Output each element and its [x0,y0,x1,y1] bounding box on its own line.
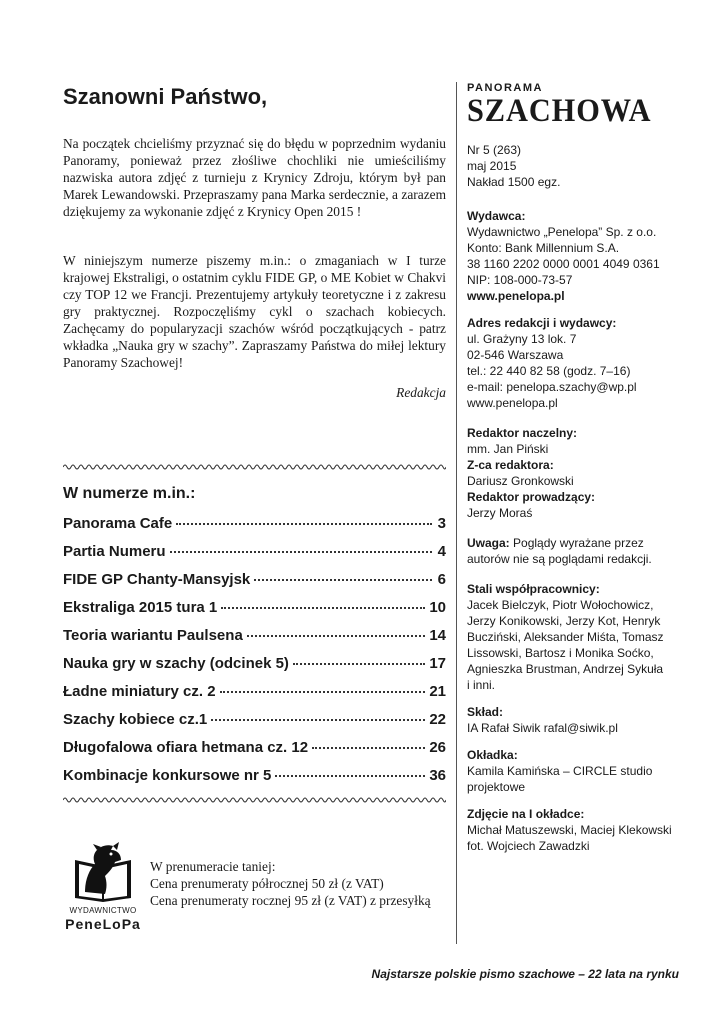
letter-paragraph-1: Na początek chcieliśmy przyznać się do błędu w poprzednim wydaniu Panoramy, ponieważ przez złośliwe chochliki nie umieściliśmy nazwiska autora zdjęć z turnieju z Krynicy Zdroju, którym był pan Marek Lewandowski. Przepraszamy pana Marka serdecznie, a zarazem dziękujemy za wykonanie zdjęć z Krynicy Open 2015 ! [63,136,446,219]
subscription-info [150,858,431,909]
toc-item-label: Teoria wariantu Paulsena [63,627,243,644]
toc-title: W numerze m.in.: [63,485,196,502]
toc-item-page: 4 [437,543,446,560]
photo-line: fot. Wojciech Zawadzki [467,839,590,853]
toc-item [63,510,446,538]
toc-leader [220,675,426,693]
greeting-heading: Szanowni Państwo, [63,84,268,109]
toc-item-page: 3 [437,515,446,532]
toc-leader [293,647,425,665]
address-line: ul. Grażyny 13 lok. 7 [467,332,577,346]
publisher-line: Wydawnictwo „Penelopa” Sp. z o.o. [467,225,657,239]
leading-editor: Jerzy Moraś [467,506,533,520]
toc-item-page: 17 [429,655,446,672]
toc-leader [254,563,432,581]
toc-leader [211,703,425,721]
address-block [467,315,667,411]
toc-item [63,622,446,650]
toc-item-label: FIDE GP Chanty-Mansyjsk [63,571,251,588]
toc-leader [221,591,425,609]
issue-number: Nr 5 (263) [467,143,522,157]
toc-item-page: 6 [437,571,446,588]
footer-slogan: Najstarsze polskie pismo szachowe – 22 lata na rynku [371,967,679,981]
photo-line: Michał Matuszewski, Maciej Klekowski [467,823,672,837]
publisher-logo [63,842,143,942]
toc-item [63,566,446,594]
masthead-column [456,82,672,944]
address-heading: Adres redakcji i wydawcy: [467,316,617,330]
contributors-block [467,581,667,693]
wavy-divider-top [63,463,446,471]
toc-item [63,734,446,762]
toc-item-page: 26 [429,739,446,756]
toc-item-label: Ładne miniatury cz. 2 [63,683,216,700]
issue-info [467,142,667,190]
address-website: www.penelopa.pl [467,396,558,410]
address-email: e-mail: penelopa.szachy@wp.pl [467,380,637,394]
toc-item-page: 14 [429,627,446,644]
masthead-title: SZACHOWA [467,93,652,129]
note-block [467,535,667,567]
toc-item-label: Ekstraliga 2015 tura 1 [63,599,218,616]
toc-item-page: 22 [429,711,446,728]
toc-item-page: 21 [429,683,446,700]
cover-heading: Okładka: [467,748,518,762]
letter-paragraph-2: W niniejszym numerze piszemy m.in.: o zmaganiach w I turze krajowej Ekstraligi, o ostatnim cyklu FIDE GP, o ME Kobiet w Chakvi czy TOP 12 we Francji. Prezentujemy artykuły teoretyczne i z zakresu gry praktycznej. Rozpoczęliśmy cykl o szachach kobiecych. Zachęcamy do popularyzacji szachów wśród początkujących - patrz wkładka „Nauka gry w szachy”. Zapraszamy Państwa do miłej lektury Panoramy Szachowej! [63,253,446,370]
toc-leader [247,619,426,637]
typesetting-block [467,704,667,736]
editors-block [467,425,667,521]
typesetting-heading: Skład: [467,705,504,719]
publisher-line: 38 1160 2202 0000 0001 4049 0361 [467,257,660,271]
address-line: 02-546 Warszawa [467,348,564,362]
horse-book-logo-icon [71,842,135,902]
toc-leader [275,759,425,777]
publisher-block [467,208,667,304]
wavy-divider-bottom [63,796,446,804]
photo-block [467,806,672,854]
toc-item-label: Szachy kobiece cz.1 [63,711,208,728]
toc-item [63,650,446,678]
toc-item [63,706,446,734]
cover-text: Kamila Kamińska – CIRCLE studio projektowe [467,764,653,794]
contributors-heading: Stali współpracownicy: [467,582,600,596]
toc-item [63,678,446,706]
toc-item-label: Kombinacje konkursowe nr 5 [63,767,272,784]
photo-heading: Zdjęcie na I okładce: [467,807,585,821]
typesetting-text: IA Rafał Siwik rafal@siwik.pl [467,721,618,735]
toc-leader [312,731,425,749]
toc-item [63,594,446,622]
table-of-contents [63,510,446,790]
circulation: Nakład 1500 egz. [467,175,561,189]
subscription-line: W prenumeracie taniej: [150,859,276,874]
note-text: Poglądy wyrażane przez autorów nie są poglądami redakcji. [467,536,652,566]
deputy-editor-heading: Z-ca redaktora: [467,458,554,472]
toc-item-page: 10 [429,599,446,616]
signature: Redakcja [396,385,446,400]
publisher-line: NIP: 108-000-73-57 [467,273,573,287]
toc-item-page: 36 [429,767,446,784]
logo-caption-bottom: PeneLoPa [65,916,141,932]
toc-item-label: Długofalowa ofiara hetmana cz. 12 [63,739,309,756]
note-heading: Uwaga: [467,536,510,550]
publisher-line: Konto: Bank Millennium S.A. [467,241,620,255]
toc-item-label: Partia Numeru [63,543,166,560]
issue-date: maj 2015 [467,159,517,173]
subscription-line: Cena prenumeraty półrocznej 50 zł (z VAT) [150,876,384,891]
leading-editor-heading: Redaktor prowadzący: [467,490,596,504]
toc-item-label: Nauka gry w szachy (odcinek 5) [63,655,289,672]
toc-item-label: Panorama Cafe [63,515,173,532]
masthead-small: PANORAMA [467,82,543,94]
toc-item [63,538,446,566]
address-line: tel.: 22 440 82 58 (godz. 7–16) [467,364,631,378]
chief-editor: mm. Jan Piński [467,442,549,456]
toc-leader [176,507,432,525]
cover-block [467,747,667,795]
subscription-line: Cena prenumeraty rocznej 95 zł (z VAT) z przesyłką [150,893,431,908]
publisher-website: www.penelopa.pl [467,289,565,303]
logo-caption-top: WYDAWNICTWO [69,906,137,915]
toc-item [63,762,446,790]
toc-leader [170,535,432,553]
publisher-heading: Wydawca: [467,209,526,223]
chief-editor-heading: Redaktor naczelny: [467,426,578,440]
deputy-editor: Dariusz Gronkowski [467,474,574,488]
contributors-text: Jacek Bielczyk, Piotr Wołochowicz, Jerzy Konikowski, Jerzy Kot, Henryk Bucziński, Aleksander Miśta, Tomasz Lissowski, Bartosz i Monika Soćko, Agnieszka Brustman, Andrzej Sykuła i inni. [467,598,664,692]
